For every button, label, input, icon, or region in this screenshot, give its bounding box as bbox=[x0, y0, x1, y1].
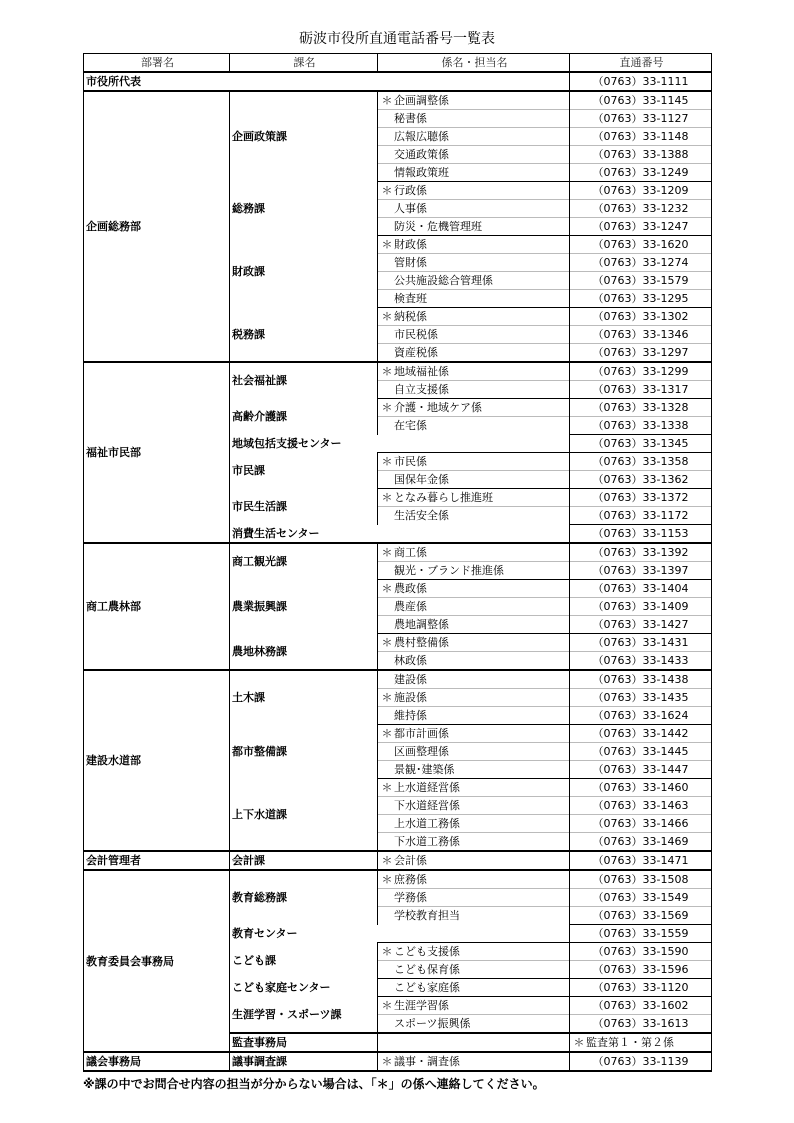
phone-number: （0763）33-1508 bbox=[570, 870, 712, 889]
gakari-label: 庶務係 bbox=[394, 873, 427, 886]
phone-number: （0763）33-1317 bbox=[570, 381, 712, 399]
gakari-cell bbox=[378, 182, 570, 200]
phone-number: （0763）33-1463 bbox=[570, 797, 712, 815]
phone-number: （0763）33-1466 bbox=[570, 815, 712, 833]
phone-number: （0763）33-1469 bbox=[570, 833, 712, 852]
gakari-cell bbox=[378, 362, 570, 381]
gakari-cell bbox=[378, 308, 570, 326]
contact-star-mark: ＊ bbox=[381, 854, 393, 867]
phone-number: （0763）33-1172 bbox=[570, 507, 712, 525]
gakari-cell bbox=[378, 399, 570, 417]
gakari-label: 財政係 bbox=[394, 238, 427, 251]
section-cell: 市民課 bbox=[230, 453, 378, 489]
gakari-cell bbox=[378, 634, 570, 652]
gakari-label: 秘書係 bbox=[394, 112, 427, 125]
gakari-cell bbox=[378, 453, 570, 471]
phone-number: （0763）33-1620 bbox=[570, 236, 712, 254]
gakari-label: 商工係 bbox=[394, 546, 427, 559]
gakari-label: 区画整理係 bbox=[394, 745, 449, 758]
gakari-cell bbox=[378, 797, 570, 815]
phone-number: （0763）33-1297 bbox=[570, 344, 712, 363]
section-cell: 農地林務課 bbox=[230, 634, 378, 671]
phone-number: （0763）33-1295 bbox=[570, 290, 712, 308]
dept-cell: 建設水道部 bbox=[84, 670, 230, 851]
gakari-label: 市民税係 bbox=[394, 328, 438, 341]
gakari-cell bbox=[378, 562, 570, 580]
contact-star-mark: ＊ bbox=[381, 455, 393, 468]
gakari-label: 管財係 bbox=[394, 256, 427, 269]
contact-star-mark: ＊ bbox=[381, 582, 393, 595]
contact-star-mark: ＊ bbox=[381, 691, 393, 704]
gakari-cell bbox=[378, 889, 570, 907]
gakari-cell bbox=[378, 1052, 570, 1071]
table-row bbox=[84, 670, 712, 689]
gakari-cell bbox=[378, 236, 570, 254]
phone-number: （0763）33-1145 bbox=[570, 91, 712, 110]
gakari-label: 市民係 bbox=[394, 455, 427, 468]
section-cell: 農業振興課 bbox=[230, 580, 378, 634]
phone-number: （0763）33-1247 bbox=[570, 218, 712, 236]
phone-number: （0763）33-1445 bbox=[570, 743, 712, 761]
phone-number: （0763）33-1397 bbox=[570, 562, 712, 580]
gakari-label: 農産係 bbox=[394, 600, 427, 613]
gakari-label: 下水道工務係 bbox=[394, 835, 460, 848]
gakari-label: こども保育係 bbox=[394, 963, 460, 976]
section-cell: 生涯学習・スポーツ課 bbox=[230, 997, 378, 1034]
phone-number: （0763）33-1569 bbox=[570, 907, 712, 925]
phone-number: （0763）33-1120 bbox=[570, 979, 712, 997]
gakari-cell bbox=[570, 1033, 712, 1052]
phone-number: （0763）33-1602 bbox=[570, 997, 712, 1015]
gakari-cell bbox=[378, 489, 570, 507]
gakari-cell bbox=[378, 979, 570, 997]
phone-number: （0763）33-1139 bbox=[570, 1052, 712, 1071]
contact-star-mark: ＊ bbox=[381, 1055, 393, 1068]
section-cell: 企画政策課 bbox=[230, 91, 378, 182]
table-row bbox=[84, 870, 712, 889]
phone-number: （0763）33-1624 bbox=[570, 707, 712, 725]
header-phone: 直通番号 bbox=[570, 54, 712, 73]
gakari-label: 資産税係 bbox=[394, 346, 438, 359]
dept-cell: 企画総務部 bbox=[84, 91, 230, 362]
gakari-label: 行政係 bbox=[394, 184, 427, 197]
gakari-cell bbox=[378, 997, 570, 1015]
gakari-label: 農村整備係 bbox=[394, 636, 449, 649]
dept-cell: 商工農林部 bbox=[84, 543, 230, 670]
gakari-label: 生活安全係 bbox=[394, 509, 449, 523]
table-header-row bbox=[84, 54, 712, 73]
phone-number: （0763）33-1148 bbox=[570, 128, 712, 146]
phone-number: （0763）33-1431 bbox=[570, 634, 712, 652]
phone-number: （0763）33-1427 bbox=[570, 616, 712, 634]
phone-number: （0763）33-1404 bbox=[570, 580, 712, 598]
gakari-cell bbox=[378, 851, 570, 870]
phone-number: （0763）33-1549 bbox=[570, 889, 712, 907]
gakari-cell bbox=[378, 110, 570, 128]
gakari-cell bbox=[378, 670, 570, 689]
gakari-label: 都市計画係 bbox=[394, 727, 449, 740]
gakari-label: 建設係 bbox=[394, 673, 427, 686]
contact-star-mark: ＊ bbox=[381, 491, 393, 504]
phone-number: （0763）33-1111 bbox=[570, 72, 712, 91]
phone-number: （0763）33-1447 bbox=[570, 761, 712, 779]
gakari-cell bbox=[378, 598, 570, 616]
footnote: ※課の中でお問合せ内容の担当が分からない場合は、「＊」の係へ連絡してください。 bbox=[83, 1077, 545, 1091]
contact-star-mark: ＊ bbox=[381, 999, 393, 1012]
section-cell: 市民生活課 bbox=[230, 489, 378, 525]
gakari-cell bbox=[378, 961, 570, 979]
contact-star-mark: ＊ bbox=[573, 1036, 585, 1049]
phone-number: （0763）33-1153 bbox=[570, 525, 712, 544]
phone-number: （0763）33-1590 bbox=[570, 943, 712, 961]
gakari-label: 交通政策係 bbox=[394, 148, 449, 161]
contact-star-mark: ＊ bbox=[381, 873, 393, 886]
gakari-label: 上水道経営係 bbox=[394, 781, 460, 794]
gakari-cell bbox=[378, 743, 570, 761]
phone-number: （0763）33-1362 bbox=[570, 471, 712, 489]
phone-number: （0763）33-1596 bbox=[570, 961, 712, 979]
gakari-cell bbox=[378, 272, 570, 290]
section-cell: こども課 bbox=[230, 943, 378, 979]
phone-number: （0763）33-1613 bbox=[570, 1015, 712, 1034]
phone-number: （0763）33-1372 bbox=[570, 489, 712, 507]
gakari-cell bbox=[378, 779, 570, 797]
gakari-label: 林政係 bbox=[394, 654, 427, 667]
gakari-cell bbox=[378, 580, 570, 598]
phone-number: （0763）33-1392 bbox=[570, 543, 712, 562]
gakari-label: 下水道経営係 bbox=[394, 799, 460, 812]
dept-cell: 福祉市民部 bbox=[84, 362, 230, 543]
phone-number: （0763）33-1579 bbox=[570, 272, 712, 290]
section-cell: 財政課 bbox=[230, 236, 378, 308]
gakari-label: 観光・ブランド推進係 bbox=[394, 564, 504, 577]
gakari-label: 検査班 bbox=[394, 292, 427, 305]
phone-number: （0763）33-1127 bbox=[570, 110, 712, 128]
gakari-label: 監査第１・第２係 bbox=[586, 1036, 674, 1049]
phone-number: （0763）33-1328 bbox=[570, 399, 712, 417]
contact-star-mark: ＊ bbox=[381, 546, 393, 559]
gakari-cell bbox=[378, 507, 570, 525]
header-gakari: 係名・担当名 bbox=[378, 54, 570, 73]
contact-star-mark: ＊ bbox=[381, 310, 393, 323]
gakari-label: 納税係 bbox=[394, 310, 427, 323]
phone-number: （0763）33-1460 bbox=[570, 779, 712, 797]
gakari-cell bbox=[378, 128, 570, 146]
contact-star-mark: ＊ bbox=[381, 238, 393, 251]
gakari-label: 防災・危機管理班 bbox=[394, 220, 482, 233]
section-cell: 教育センター bbox=[230, 925, 570, 943]
section-cell: 教育総務課 bbox=[230, 870, 378, 925]
phone-directory-table bbox=[83, 53, 712, 1072]
section-cell: 都市整備課 bbox=[230, 725, 378, 779]
gakari-label: 公共施設総合管理係 bbox=[394, 274, 493, 287]
gakari-cell bbox=[378, 200, 570, 218]
section-cell: 土木課 bbox=[230, 670, 378, 725]
gakari-cell bbox=[378, 146, 570, 164]
header-section: 課名 bbox=[230, 54, 378, 73]
gakari-label: 農政係 bbox=[394, 582, 427, 595]
section-cell: 地域包括支援センター bbox=[230, 435, 570, 453]
section-cell: 商工観光課 bbox=[230, 543, 378, 580]
gakari-cell bbox=[378, 815, 570, 833]
gakari-cell bbox=[378, 91, 570, 110]
gakari-label: スポーツ振興係 bbox=[394, 1017, 471, 1030]
contact-star-mark: ＊ bbox=[381, 184, 393, 197]
dept-cell: 監査事務局 bbox=[230, 1033, 378, 1052]
gakari-cell bbox=[378, 1015, 570, 1034]
phone-number: （0763）33-1346 bbox=[570, 326, 712, 344]
gakari-label: 在宅係 bbox=[394, 419, 427, 433]
gakari-label: 広報広聴係 bbox=[394, 130, 449, 143]
gakari-label: こども家庭係 bbox=[394, 981, 460, 994]
section-cell: こども家庭センター bbox=[230, 979, 378, 997]
gakari-cell bbox=[378, 943, 570, 961]
dept-cell: 市役所代表 bbox=[84, 72, 570, 91]
section-cell: 上下水道課 bbox=[230, 779, 378, 852]
table-row bbox=[84, 91, 712, 110]
gakari-label: 学務係 bbox=[394, 891, 427, 904]
gakari-cell bbox=[378, 543, 570, 562]
phone-number: （0763）33-1299 bbox=[570, 362, 712, 381]
gakari-cell bbox=[378, 381, 570, 399]
gakari-cell bbox=[378, 164, 570, 182]
phone-number: （0763）33-1388 bbox=[570, 146, 712, 164]
section-cell: 高齢介護課 bbox=[230, 399, 378, 435]
gakari-cell bbox=[378, 689, 570, 707]
phone-number: （0763）33-1345 bbox=[570, 435, 712, 453]
gakari-label: 情報政策班 bbox=[394, 166, 449, 179]
gakari-label: 国保年金係 bbox=[394, 473, 449, 486]
dept-cell: 会計管理者 bbox=[84, 851, 230, 870]
gakari-label: となみ暮らし推進班 bbox=[394, 491, 493, 504]
gakari-cell bbox=[378, 344, 570, 363]
contact-star-mark: ＊ bbox=[381, 365, 393, 378]
gakari-cell bbox=[378, 254, 570, 272]
section-cell: 議事調査課 bbox=[230, 1052, 378, 1071]
gakari-cell bbox=[378, 707, 570, 725]
phone-number: （0763）33-1274 bbox=[570, 254, 712, 272]
table-row bbox=[84, 543, 712, 562]
gakari-label: 学校教育担当 bbox=[394, 909, 460, 923]
phone-number: （0763）33-1559 bbox=[570, 925, 712, 943]
gakari-cell bbox=[378, 326, 570, 344]
phone-number: （0763）33-1209 bbox=[570, 182, 712, 200]
contact-star-mark: ＊ bbox=[381, 781, 393, 794]
phone-number: （0763）33-1438 bbox=[570, 670, 712, 689]
contact-star-mark: ＊ bbox=[381, 94, 393, 107]
section-cell: 社会福祉課 bbox=[230, 362, 378, 399]
table-row bbox=[84, 362, 712, 381]
phone-number: （0763）33-1302 bbox=[570, 308, 712, 326]
gakari-cell bbox=[378, 761, 570, 779]
gakari-cell bbox=[378, 725, 570, 743]
gakari-label: 維持係 bbox=[394, 709, 427, 722]
gakari-label: 介護・地域ケア係 bbox=[394, 401, 482, 414]
header-dept: 部署名 bbox=[84, 54, 230, 73]
phone-number: （0763）33-1338 bbox=[570, 417, 712, 435]
contact-star-mark: ＊ bbox=[381, 945, 393, 958]
gakari-label: 自立支援係 bbox=[394, 383, 449, 396]
gakari-label: 生涯学習係 bbox=[394, 999, 449, 1012]
section-cell: 消費生活センター bbox=[230, 525, 570, 544]
phone-number: （0763）33-1433 bbox=[570, 652, 712, 671]
table-row bbox=[84, 72, 712, 91]
phone-number: （0763）33-1358 bbox=[570, 453, 712, 471]
phone-number: （0763）33-1435 bbox=[570, 689, 712, 707]
gakari-cell bbox=[378, 616, 570, 634]
gakari-label: 議事・調査係 bbox=[394, 1055, 460, 1068]
contact-star-mark: ＊ bbox=[381, 636, 393, 649]
page-title: 砺波市役所直通電話番号一覧表 bbox=[299, 31, 495, 47]
table-row bbox=[84, 851, 712, 870]
gakari-cell bbox=[378, 290, 570, 308]
section-cell: 税務課 bbox=[230, 308, 378, 363]
table-body bbox=[84, 72, 712, 1071]
gakari-label: 会計係 bbox=[394, 854, 427, 867]
section-cell: 総務課 bbox=[230, 182, 378, 236]
dept-cell: 教育委員会事務局 bbox=[84, 870, 230, 1052]
gakari-cell bbox=[378, 218, 570, 236]
phone-number: （0763）33-1249 bbox=[570, 164, 712, 182]
contact-star-mark: ＊ bbox=[381, 727, 393, 740]
gakari-cell bbox=[378, 471, 570, 489]
gakari-label: 人事係 bbox=[394, 202, 427, 215]
gakari-label: 農地調整係 bbox=[394, 618, 449, 631]
gakari-label: こども支援係 bbox=[394, 945, 460, 958]
contact-star-mark: ＊ bbox=[381, 401, 393, 414]
gakari-cell bbox=[378, 652, 570, 671]
gakari-label: 施設係 bbox=[394, 691, 427, 704]
phone-number: （0763）33-1232 bbox=[570, 200, 712, 218]
section-cell bbox=[378, 1033, 570, 1052]
gakari-label: 地域福祉係 bbox=[394, 365, 449, 378]
gakari-label: 景観･建築係 bbox=[394, 763, 455, 776]
phone-number: （0763）33-1442 bbox=[570, 725, 712, 743]
phone-number: （0763）33-1471 bbox=[570, 851, 712, 870]
phone-number: （0763）33-1409 bbox=[570, 598, 712, 616]
table-row bbox=[84, 1052, 712, 1071]
gakari-cell bbox=[378, 417, 570, 435]
section-cell: 会計課 bbox=[230, 851, 378, 870]
dept-cell: 議会事務局 bbox=[84, 1052, 230, 1071]
gakari-label: 企画調整係 bbox=[394, 94, 449, 107]
gakari-cell bbox=[378, 870, 570, 889]
gakari-cell bbox=[378, 833, 570, 852]
gakari-cell bbox=[378, 907, 570, 925]
gakari-label: 上水道工務係 bbox=[394, 817, 460, 830]
